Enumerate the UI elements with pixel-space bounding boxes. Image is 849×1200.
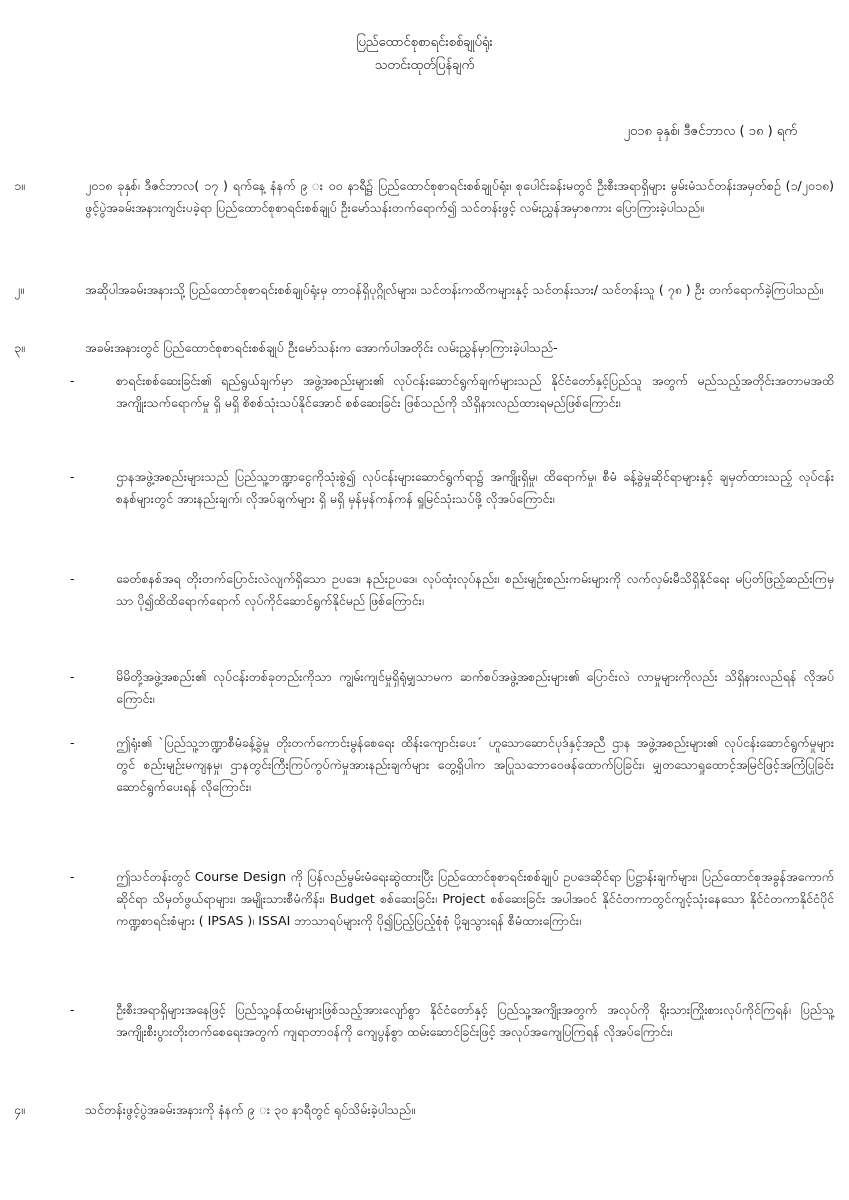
bullet-dash: - <box>70 373 75 388</box>
paragraph-3 <box>14 337 834 359</box>
bullet-dash: - <box>70 735 75 750</box>
bullet-text: မိမိတို့အဖွဲ့အစည်း၏ လုပ်ငန်းတစ်ခုတည်းကိုသာ ကျွမ်းကျင်မှုရှိရုံမျှသာမက ဆက်စပ်အဖွဲ့အစည်းများ၏ ပြောင်းလဲ လာမှုများကိုလည်း သိရှိနားလည်ရန် လိုအပ်ကြောင်း၊ <box>116 669 834 706</box>
bullet-text: ဤရုံး၏ `ပြည်သူ့ဘဏ္ဍာစီမံခန့်ခွဲမှု တိုးတက်ကောင်းမွန်စေရေး ထိန်းကျောင်းပေး´ ဟူသောဆောင်ပုဒ်နှင့်အညီ ဌာန အဖွဲ့အစည်းများ၏ လုပ်ငန်းဆောင်ရွက်မှုများတွင် စည်းမျဉ်းမကျနမှု၊ ဌာနတွင်းကြီးကြပ်ကွပ်ကဲမှုအားနည်းချက်များ တွေ့ရှိပါက အပြုသဘောဝေဖန်ထောက်ပြခြင်း၊ မျှတသောရှုထောင့်အမြင်ဖြင့်အကြံပြုခြင်း ဆောင်ရွက်ပေးရန် လိုကြောင်း၊ <box>116 735 834 794</box>
bullet-dash: - <box>70 869 75 884</box>
bullet-dash: - <box>70 669 75 684</box>
bullet-item <box>70 866 834 932</box>
bullet-item <box>70 732 834 798</box>
bullet-item <box>70 370 834 414</box>
paragraph-1 <box>14 175 834 219</box>
paragraph-2 <box>14 279 834 301</box>
bullet-text: ဦးစီးအရာရှိများအနေဖြင့် ပြည်သူ့ဝန်ထမ်းများဖြစ်သည့်အားလျော်စွာ နိုင်ငံတော်နှင့် ပြည်သူ့အကျိုးအတွက် အလုပ်ကို ရိုးသားကြိုးစားလုပ်ကိုင်ကြရန်၊ ပြည်သူ့အကျိုးစီးပွားတိုးတက်စေရေးအတွက် ကျရာတာဝန်ကို ကျေပွန်စွာ ထမ်းဆောင်ခြင်းဖြင့် အလုပ်အကျေပြကြရန် လိုအပ်ကြောင်း၊ <box>116 1002 834 1039</box>
bullet-dash: - <box>70 1002 75 1017</box>
paragraph-number: ၃။ <box>14 340 25 355</box>
paragraph-4 <box>14 1099 834 1121</box>
bullet-item <box>70 999 834 1043</box>
bullet-text: ဌာနအဖွဲ့အစည်းများသည် ပြည်သူ့ဘဏ္ဍာငွေကိုသုံးစွဲ၍ လုပ်ငန်းများဆောင်ရွက်ရာ၌ အကျိုးရှိမှု၊ ထိရောက်မှု၊ စီမံ ခန့်ခွဲမှုဆိုင်ရာများနှင့် ချမှတ်ထားသည့် လုပ်ငန်းစနစ်များတွင် အားနည်းချက်၊ လိုအပ်ချက်များ ရှိ မရှိ မှန်မှန်ကန်ကန် ရှုမြင်သုံးသပ်ဖို့ လိုအပ်ကြောင်း၊ <box>116 469 834 506</box>
paragraph-number: ၄။ <box>14 1102 25 1117</box>
bullet-dash: - <box>70 571 75 586</box>
paragraph-text: အဆိုပါအခမ်းအနားသို့ ပြည်ထောင်စုစာရင်းစစ်ချုပ်ရုံးမှ တာဝန်ရှိပုဂ္ဂိုလ်များ၊ သင်တန်းကထိကများနှင့် သင်တန်းသား/ သင်တန်းသူ ( ၇၈ ) ဦး တက်ရောက်ခဲ့ကြပါသည်။ <box>85 282 824 297</box>
release-date: ၂၀၁၈ ခုနှစ်၊ ဒီဇင်ဘာလ ( ၁၈ ) ရက် <box>623 124 797 139</box>
paragraph-text: သင်တန်းဖွင့်ပွဲအခမ်းအနားကို နံနက် ၉ း ၃၀ နာရီတွင် ရုပ်သိမ်းခဲ့ပါသည်။ <box>85 1102 415 1117</box>
office-title: ပြည်ထောင်စုစာရင်းစစ်ချုပ်ရုံး <box>356 35 493 50</box>
bullet-text: စာရင်းစစ်ဆေးခြင်း၏ ရည်ရွယ်ချက်မှာ အဖွဲ့အစည်းများ၏ လုပ်ငန်းဆောင်ရွက်ချက်များသည် နိုင်ငံတော်နှင့်ပြည်သူ အတွက် မည်သည့်အတိုင်းအတာမအထိ အကျိုးသက်ရောက်မှု ရှိ မရှိ စိစစ်သုံးသပ်နိုင်အောင် စစ်ဆေးခြင်း ဖြစ်သည်ကို သိရှိနားလည်ထားရမည်ဖြစ်ကြောင်း၊ <box>116 373 834 410</box>
bullet-text: ဤသင်တန်းတွင် Course Design ကို ပြန်လည်မွမ်းမံရေးဆွဲထားပြီး ပြည်ထောင်စုစာရင်းစစ်ချုပ် ဥပဒေဆိုင်ရာ ပြဋ္ဌာန်းချက်များ၊ ပြည်ထောင်စုအခွန်အကောက်ဆိုင်ရာ သိမှတ်ဖွယ်ရာများ၊ အမျိုးသားစီမံကိန်း၊ Budget စစ်ဆေးခြင်း၊ Project စစ်ဆေးခြင်း အပါအဝင် နိုင်ငံတကာတွင်ကျင့်သုံးနေသော နိုင်ငံတကာနိုင်ငံပိုင်ကဏ္ဍစာရင်းစံများ ( IPSAS )၊ ISSAI ဘာသာရပ်များကို ပို၍ပြည့်ပြည့်စုံစုံ ပို့ချသွားရန် စီမံထားကြောင်း၊ <box>116 869 834 928</box>
paragraph-number: ၁။ <box>14 178 25 193</box>
bullet-item <box>70 466 834 510</box>
bullet-item <box>70 568 834 612</box>
paragraph-text: အခမ်းအနားတွင် ပြည်ထောင်စုစာရင်းစစ်ချုပ် ဦးမော်သန်းက အောက်ပါအတိုင်း လမ်းညွှန်မှာကြားခဲ့ပါသည်- <box>85 340 558 355</box>
paragraph-text: ၂၀၁၈ ခုနှစ်၊ ဒီဇင်ဘာလ( ၁၇ ) ရက်နေ့ နံနက် ၉ း ၀၀ နာရီ၌ ပြည်ထောင်စုစာရင်းစစ်ချုပ်ရုံး၊ စုပေါင်းခန်းမတွင် ဦးစီးအရာရှိများ မွမ်းမံသင်တန်းအမှတ်စဉ် (၁/၂၀၁၈) ဖွင့်ပွဲအခမ်းအနားကျင်းပခဲ့ရာ ပြည်ထောင်စုစာရင်းစစ်ချုပ် ဦးမော်သန်းတက်ရောက်၍ သင်တန်းဖွင့် လမ်းညွှန်အမှာစကား ပြောကြားခဲ့ပါသည်။ <box>85 178 834 215</box>
paragraph-number: ၂။ <box>14 282 24 297</box>
bullet-dash: - <box>70 469 75 484</box>
document-type-title: သတင်းထုတ်ပြန်ချက် <box>374 58 475 73</box>
bullet-text: ခေတ်စနစ်အရ တိုးတက်ပြောင်းလဲလျက်ရှိသော ဥပဒေ၊ နည်းဥပဒေ၊ လုပ်ထုံးလုပ်နည်း၊ စည်းမျဉ်းစည်းကမ်းများကို လက်လှမ်းမီသိရှိနိုင်ရေး မပြတ်ဖြည့်ဆည်းကြမှသာ ပို၍ထိထိရောက်ရောက် လုပ်ကိုင်ဆောင်ရွက်နိုင်မည် ဖြစ်ကြောင်း၊ <box>116 571 834 608</box>
bullet-item <box>70 666 834 710</box>
